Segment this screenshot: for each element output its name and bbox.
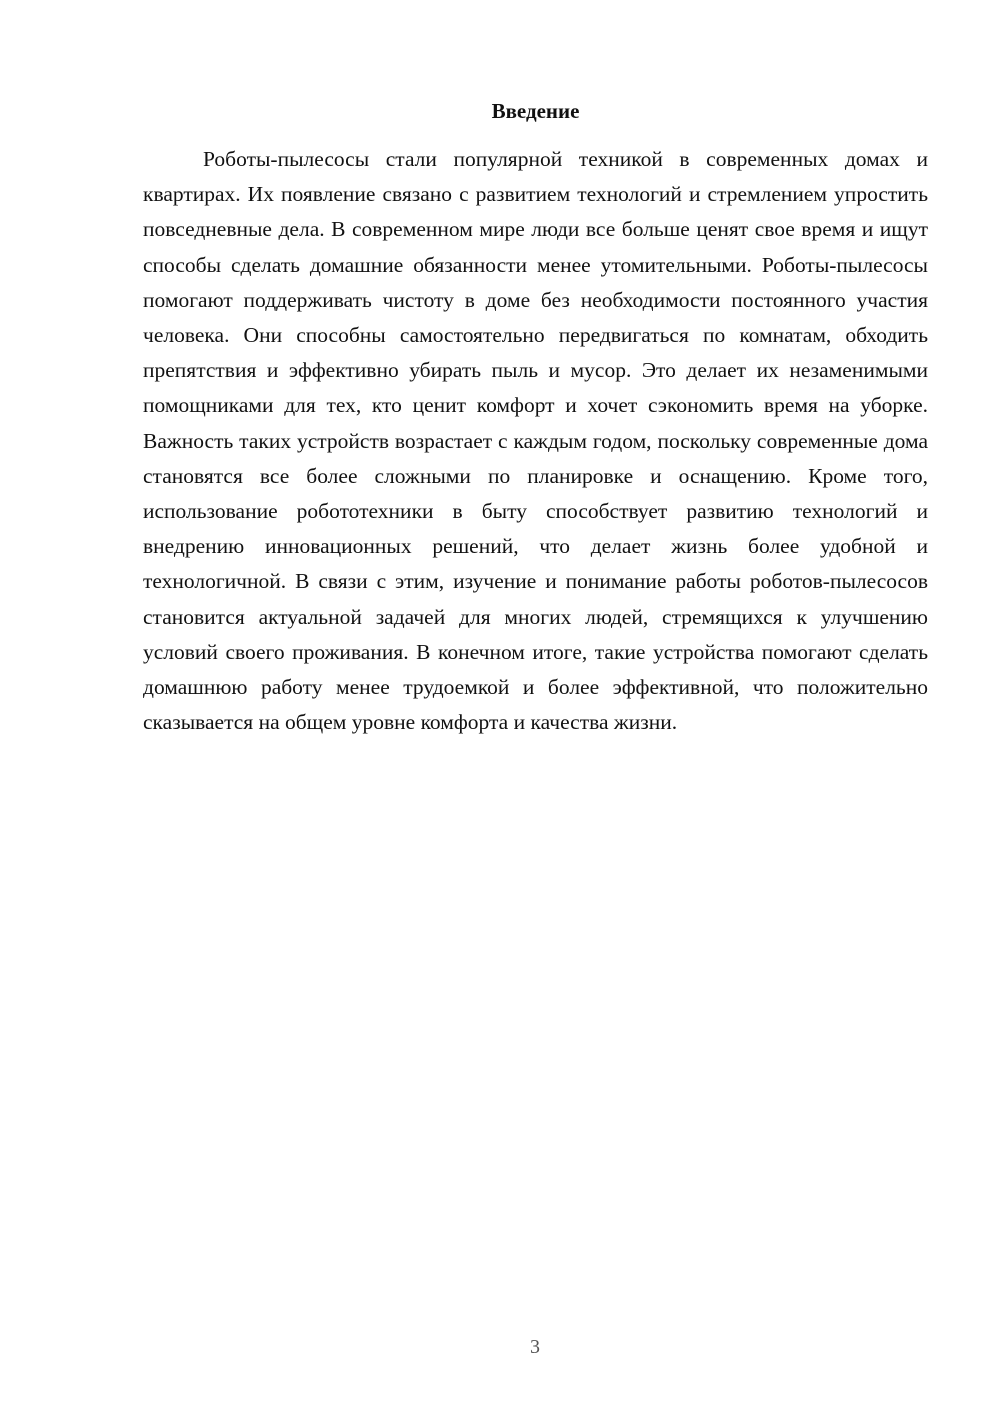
body-paragraph: Роботы-пылесосы стали популярной техникой в современных домах и квартирах. Их появление связано с развитием технологий и стремлением упростить повседневные дела. В современном мире люди все больше ценят свое время и ищут способы сделать домашние обязанности менее утомительными. Роботы-пылесосы помогают поддерживать чистоту в доме без необходимости постоянного участия человека. Они способны самостоятельно передвигаться по комнатам, обходить препятствия и эффективно убирать пыль и мусор. Это делает их незаменимыми помощниками для тех, кто ценит комфорт и хочет сэкономить время на уборке. Важность таких устройств возрастает с каждым годом, поскольку современные дома становятся все более сложными по планировке и оснащению. Кроме того, использование робототехники в быту способствует развитию технологий и внедрению инновационных решений, что делает жизнь более удобной и технологичной. В связи с этим, изучение и понимание работы роботов-пылесосов становится актуальной задачей для многих людей, стремящихся к улучшению условий своего проживания. В конечном итоге, такие устройства помогают сделать домашнюю работу менее трудоемкой и более эффективной, что положительно сказывается на общем уровне комфорта и качества жизни.: [143, 147, 928, 735]
section-title: Введение: [491, 99, 580, 123]
page-number: 3: [530, 1336, 540, 1358]
